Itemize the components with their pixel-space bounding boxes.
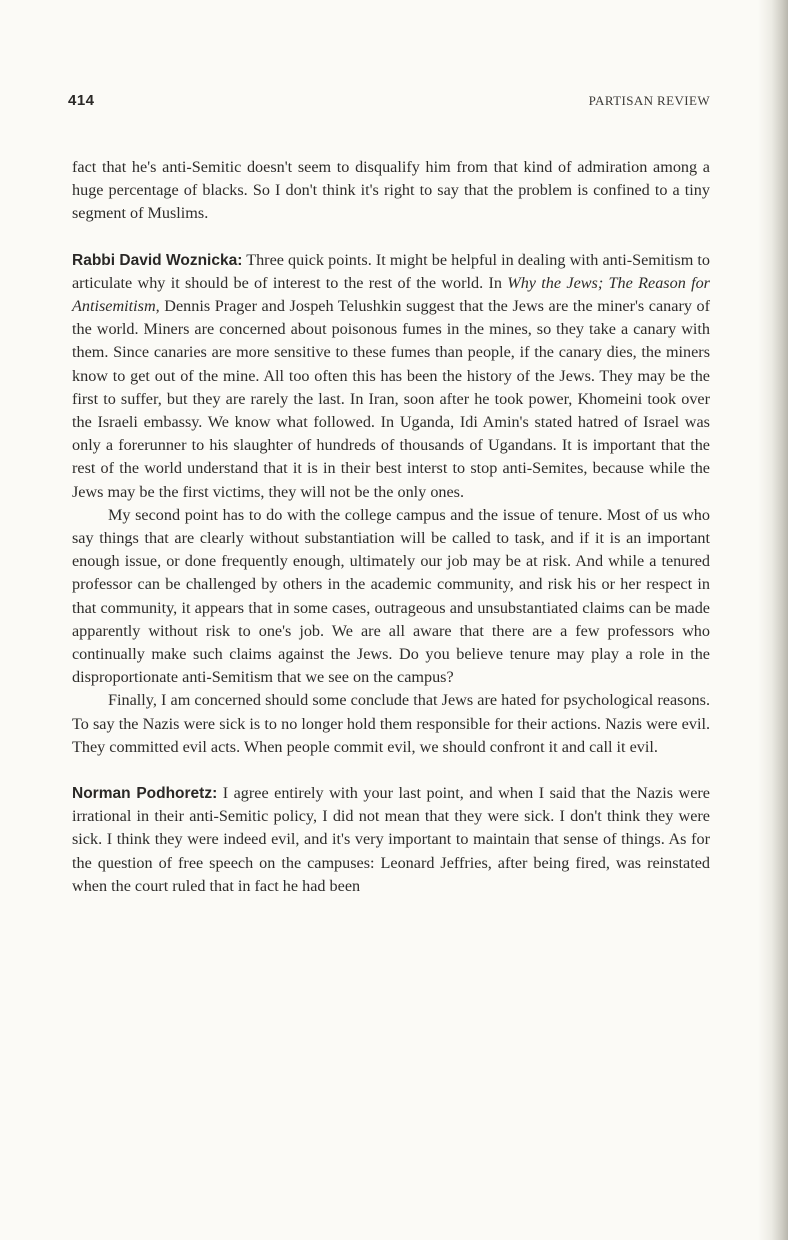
- paragraph-woznicka: [72, 249, 710, 504]
- book-title: Why the Jews; The Reason for Antisemitism,: [72, 273, 710, 316]
- page-number: 414: [68, 92, 95, 109]
- paragraph-finally: Finally, I am concerned should some conclude that Jews are hated for psychological reasons. To say the Nazis were sick is to no longer hold them responsible for their actions. Nazis were evil. They committed evil acts. When people commit evil, we should confront it and call it evil.: [72, 691, 710, 756]
- paragraph-second-point: My second point has to do with the college campus and the issue of tenure. Most of us who say things that are clearly without substantiation will be called to task, and if it is an important enough issue, or done frequently enough, ultimately our job may be at risk. And while a tenured professor can be challenged by others in the academic community, and risk his or her respect in that community, it appears that in some cases, outrageous and unsubstantiated claims can be made apparently without risk to one's job. We are all aware that there are a few professors who continually make such claims against the Jews. Do you believe tenure may play a role in the disproportionate anti-Semitism that we see on the campus?: [72, 505, 710, 687]
- paragraph-continuation: fact that he's anti-Semitic doesn't seem to disqualify him from that kind of admiration among a huge percentage of blacks. So I don't think it's right to say that the problem is confined to a tiny segment of Muslims.: [72, 158, 710, 223]
- paragraph-text: Three quick points. It might be helpful in dealing with anti-Semitism to articulate why it should be of interest to the rest of the world. In: [72, 250, 710, 292]
- page-header: [68, 92, 710, 112]
- speaker-name: Rabbi David Woznicka:: [72, 251, 243, 269]
- paragraph-text: Dennis Prager and Jospeh Telushkin suggest that the Jews are the miner's canary of the world. Miners are concerned about poisonous fumes in the mines, so they take a canary with them. Since canaries are more sensitive to these fumes than people, if the canary dies, the miners know to get out of the mine. All too often this has been the history of the Jews. They may be the first to suffer, but they are rarely the last. In Iran, soon after he took power, Khomeini took over the Israeli embassy. We know what followed. In Uganda, Idi Amin's stated hatred of Israel was only a forerunner to his slaughter of hundreds of thousands of Ugandans. It is important that the rest of the world understand that it is in their best interst to stop anti-Semites, because while the Jews may be the first victims, they will not be the only ones.: [72, 297, 710, 501]
- speaker-name: Norman Podhoretz:: [72, 785, 218, 803]
- body-text: [72, 156, 710, 898]
- paragraph-podhoretz: [72, 782, 710, 898]
- paragraph-text: I agree entirely with your last point, and when I said that the Nazis were irrational in their anti-Semitic policy, I did not mean that they were sick. I don't think they were sick. I think they were indeed evil, and it's very important to maintain that sense of things. As for the question of free speech on the campuses: Leonard Jeffries, after being fired, was reinstated when the court ruled that in fact he had been: [72, 784, 710, 895]
- page-edge-shadow: [758, 0, 788, 1240]
- running-head: PARTISAN REVIEW: [588, 93, 710, 108]
